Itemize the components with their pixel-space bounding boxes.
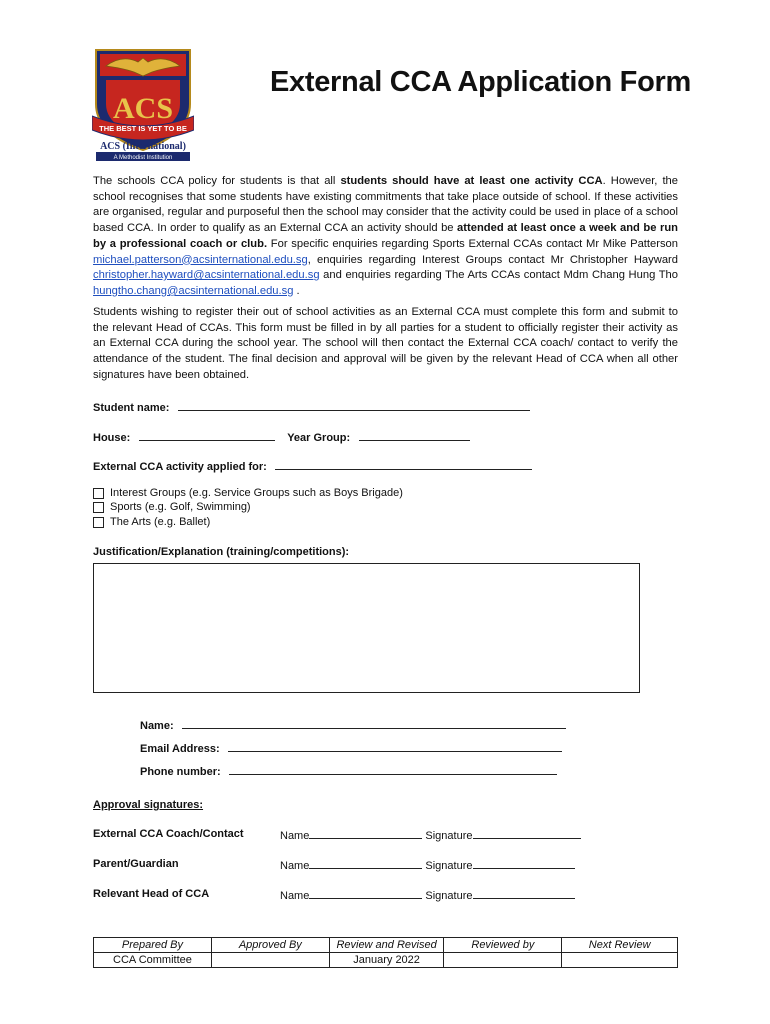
checkbox[interactable]	[93, 517, 104, 528]
year-group-label: Year Group:	[287, 432, 351, 444]
student-name-field[interactable]	[178, 400, 530, 411]
document-control-table	[93, 937, 678, 968]
name-field[interactable]	[309, 888, 422, 899]
name-label: Name	[280, 890, 310, 902]
activity-label: External CCA activity applied for:	[93, 461, 267, 473]
student-name-row	[93, 398, 530, 416]
table-header-row	[94, 938, 678, 953]
intro-text-4: , enquiries regarding Interest Groups contact Mr Christopher Hayward	[307, 253, 678, 266]
logo-tagline: A Methodist Institution	[113, 155, 173, 161]
student-name-label: Student name:	[93, 402, 170, 414]
approval-sign-coach	[280, 828, 581, 842]
approval-row-coach	[93, 828, 244, 840]
signature-field[interactable]	[473, 888, 575, 899]
approval-sign-head	[280, 888, 575, 902]
contact-email-label: Email Address:	[140, 743, 220, 755]
approval-sign-parent	[280, 858, 575, 872]
intro-paragraph-2: Students wishing to register their out of school activities as an External CCA must complete this form and submit to the relevant Head of CCAs. This form must be filled in by all parties for a student to officially register their activity as an External CCA during the school year. The school will then contact the External CCA coach/ contact to verify the attendance of the student. The final decision and approval will be given by the relevant Head of CCA when all other signatures have been obtained.	[93, 306, 678, 381]
option-label: Interest Groups (e.g. Service Groups such as Boys Brigade)	[110, 487, 403, 499]
name-field[interactable]	[309, 828, 422, 839]
intro-text-2: . However, the school recognises that some students have existing commitments that take place outside of school. If these activities are organised, regular and purposeful then the school may consider that the activity could be used in place of a school based CCA. In order to qualify as an External CCA an activity should be	[93, 175, 678, 235]
option-sports[interactable]	[93, 500, 251, 514]
school-logo	[92, 46, 194, 162]
page-title: External CCA Application Form	[270, 66, 691, 98]
logo-motto: THE BEST IS YET TO BE	[99, 124, 187, 133]
signature-field[interactable]	[473, 828, 581, 839]
option-label: Sports (e.g. Golf, Swimming)	[110, 501, 251, 513]
activity-field[interactable]	[275, 459, 532, 470]
contact-name-label: Name:	[140, 720, 174, 732]
intro-paragraph-1	[93, 174, 678, 300]
intro-text-6: .	[293, 284, 300, 297]
table-cell: CCA Committee	[94, 953, 212, 968]
table-header-cell: Approved By	[211, 938, 329, 953]
justification-textbox[interactable]	[93, 563, 640, 693]
name-label: Name	[280, 860, 310, 872]
table-cell	[444, 953, 562, 968]
contact-phone-row	[140, 762, 557, 780]
contact-phone-label: Phone number:	[140, 766, 221, 778]
table-header-cell: Review and Revised	[329, 938, 444, 953]
table-cell: January 2022	[329, 953, 444, 968]
contact-phone-field[interactable]	[229, 764, 557, 775]
table-row	[94, 953, 678, 968]
signature-label: Signature	[425, 860, 473, 872]
intro-text-5: and enquiries regarding The Arts CCAs contact Mdm Chang Hung Tho	[319, 269, 678, 282]
name-field[interactable]	[309, 858, 422, 869]
table-header-cell: Reviewed by	[444, 938, 562, 953]
name-label: Name	[280, 830, 310, 842]
checkbox[interactable]	[93, 488, 104, 499]
table-cell	[211, 953, 329, 968]
signature-label: Signature	[425, 830, 473, 842]
house-label: House:	[93, 432, 131, 444]
intro-bold-1: students should have at least one activity CCA	[340, 175, 603, 187]
crest-letters: ACS	[112, 92, 174, 125]
approval-row-parent	[93, 858, 179, 870]
approval-role: External CCA Coach/Contact	[93, 828, 244, 840]
option-label: The Arts (e.g. Ballet)	[110, 516, 211, 528]
option-the-arts[interactable]	[93, 515, 210, 529]
logo-school-name: ACS (International)	[100, 141, 186, 152]
contact-email-field[interactable]	[228, 741, 562, 752]
approval-heading: Approval signatures:	[93, 799, 204, 811]
contact-name-field[interactable]	[182, 718, 566, 729]
contact-name-row	[140, 716, 566, 734]
checkbox[interactable]	[93, 502, 104, 513]
table-header-cell: Next Review	[562, 938, 678, 953]
house-row	[93, 428, 470, 446]
table-cell	[562, 953, 678, 968]
email-link-patterson[interactable]: michael.patterson@acsinternational.edu.sg	[93, 253, 308, 266]
approval-row-head	[93, 888, 209, 900]
intro-text-3: For specific enquiries regarding Sports External CCAs contact Mr Mike Patterson	[267, 237, 679, 250]
house-field[interactable]	[139, 430, 275, 441]
signature-label: Signature	[425, 890, 473, 902]
year-group-field[interactable]	[359, 430, 470, 441]
email-link-hayward[interactable]: christopher.hayward@acsinternational.edu.sg	[93, 269, 320, 282]
contact-email-row	[140, 739, 562, 757]
justification-label: Justification/Explanation (training/competitions):	[93, 546, 350, 558]
approval-role: Parent/Guardian	[93, 858, 179, 870]
intro-bold-2: attended at least once a week and be run by a professional coach or club.	[93, 222, 678, 250]
option-interest-groups[interactable]	[93, 486, 403, 500]
activity-row	[93, 457, 532, 475]
table-header-cell: Prepared By	[94, 938, 212, 953]
signature-field[interactable]	[473, 858, 575, 869]
email-link-chang[interactable]: hungtho.chang@acsinternational.edu.sg	[93, 284, 294, 297]
approval-role: Relevant Head of CCA	[93, 888, 210, 900]
intro-text-1: The schools CCA policy for students is that all	[93, 175, 341, 187]
